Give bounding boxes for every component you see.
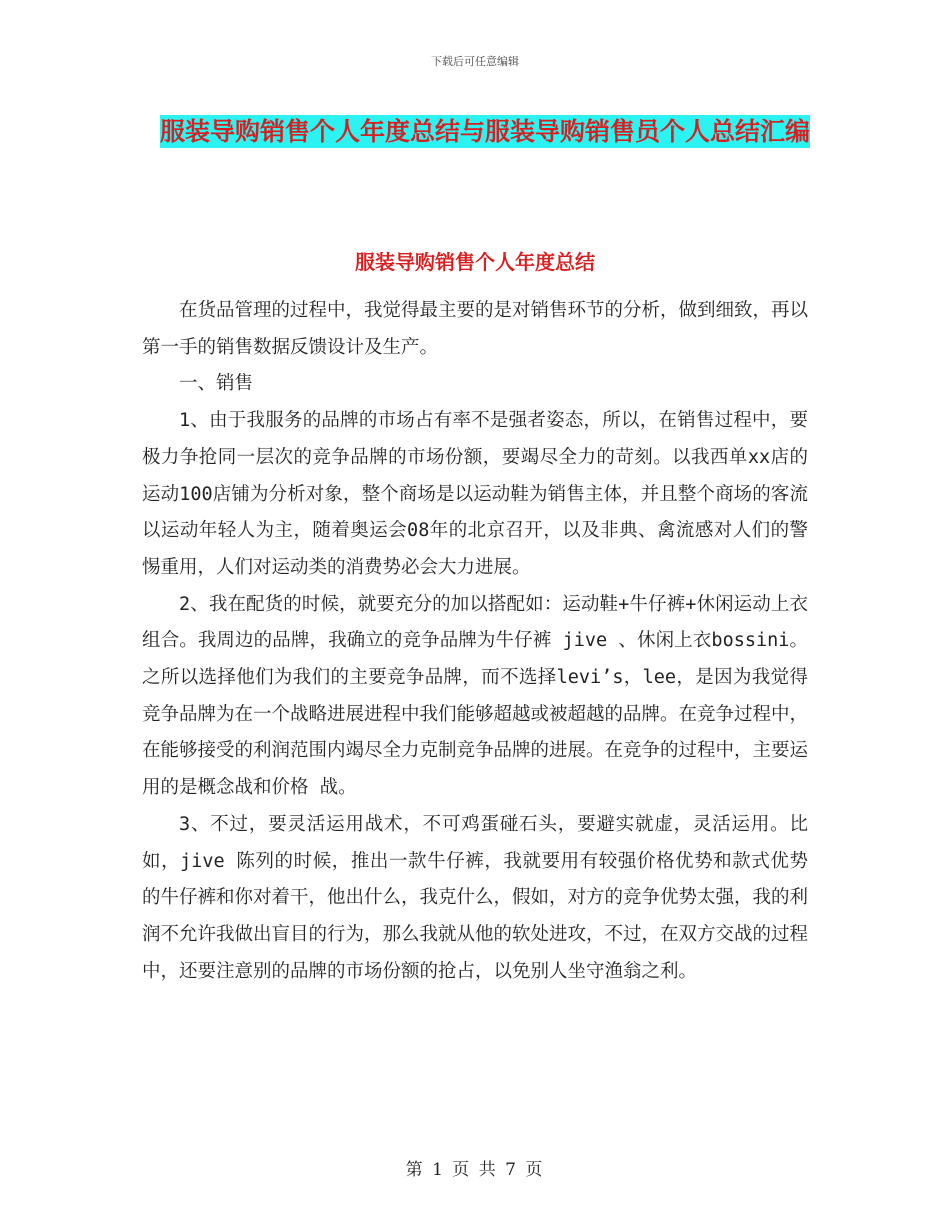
paragraph-3: 3、不过，要灵活运用战术，不可鸡蛋碰石头，要避实就虚，灵活运用。比如，jive 陈列的时候，推出一款牛仔裤，我就要用有较强价格优势和款式优势的牛仔裤和你对着干，他出什么，我克什么，假如，对方的竞争优势太强，我的利润不允许我做出盲目的行为，那么我就从他的软处进攻，不过，在双方交战的过程中，还要注意别的品牌的市场份额的抢占，以免别人坐守渔翁之利。 xyxy=(142,813,809,982)
header-note: 下载后可任意编辑 xyxy=(431,55,519,68)
paragraph-2: 2、我在配货的时候，就要充分的加以搭配如：运动鞋+牛仔裤+休闲运动上衣组合。我周边的品牌，我确立的竞争品牌为牛仔裤 jive 、休闲上衣bossini。之所以选择他们为我们的主要竞争品牌，而不选择levi’s，lee，是因为我觉得竞争品牌为在一个战略进展进程中我们能够超越或被超越的品牌。在竞争过程中，在能够接受的利润范围内竭尽全力克制竞争品牌的进展。在竞争的过程中，主要运用的是概念战和价格 战。 xyxy=(142,593,809,799)
document-body xyxy=(142,293,808,990)
main-title xyxy=(160,108,810,156)
paragraph-intro: 在货品管理的过程中，我觉得最主要的是对销售环节的分析，做到细致，再以第一手的销售数据反馈设计及生产。 xyxy=(142,300,809,358)
section-title: 服装导购销售个人年度总结 xyxy=(355,250,595,274)
paragraph-heading-sales: 一、销售 xyxy=(179,373,254,395)
page-footer: 第 1 页 共 7 页 xyxy=(405,1160,545,1180)
main-title-text: 服装导购销售个人年度总结与服装导购销售员个人总结汇编 xyxy=(160,117,811,146)
paragraph-1: 1、由于我服务的品牌的市场占有率不是强者姿态，所以，在销售过程中，要极力争抢同一层次的竞争品牌的市场份额，要竭尽全力的苛刻。以我西单xx店的运动100店铺为分析对象，整个商场是以运动鞋为销售主体，并且整个商场的客流以运动年轻人为主，随着奥运会08年的北京召开，以及非典、禽流感对人们的警惕重用，人们对运动类的消费势必会大力进展。 xyxy=(142,410,808,578)
